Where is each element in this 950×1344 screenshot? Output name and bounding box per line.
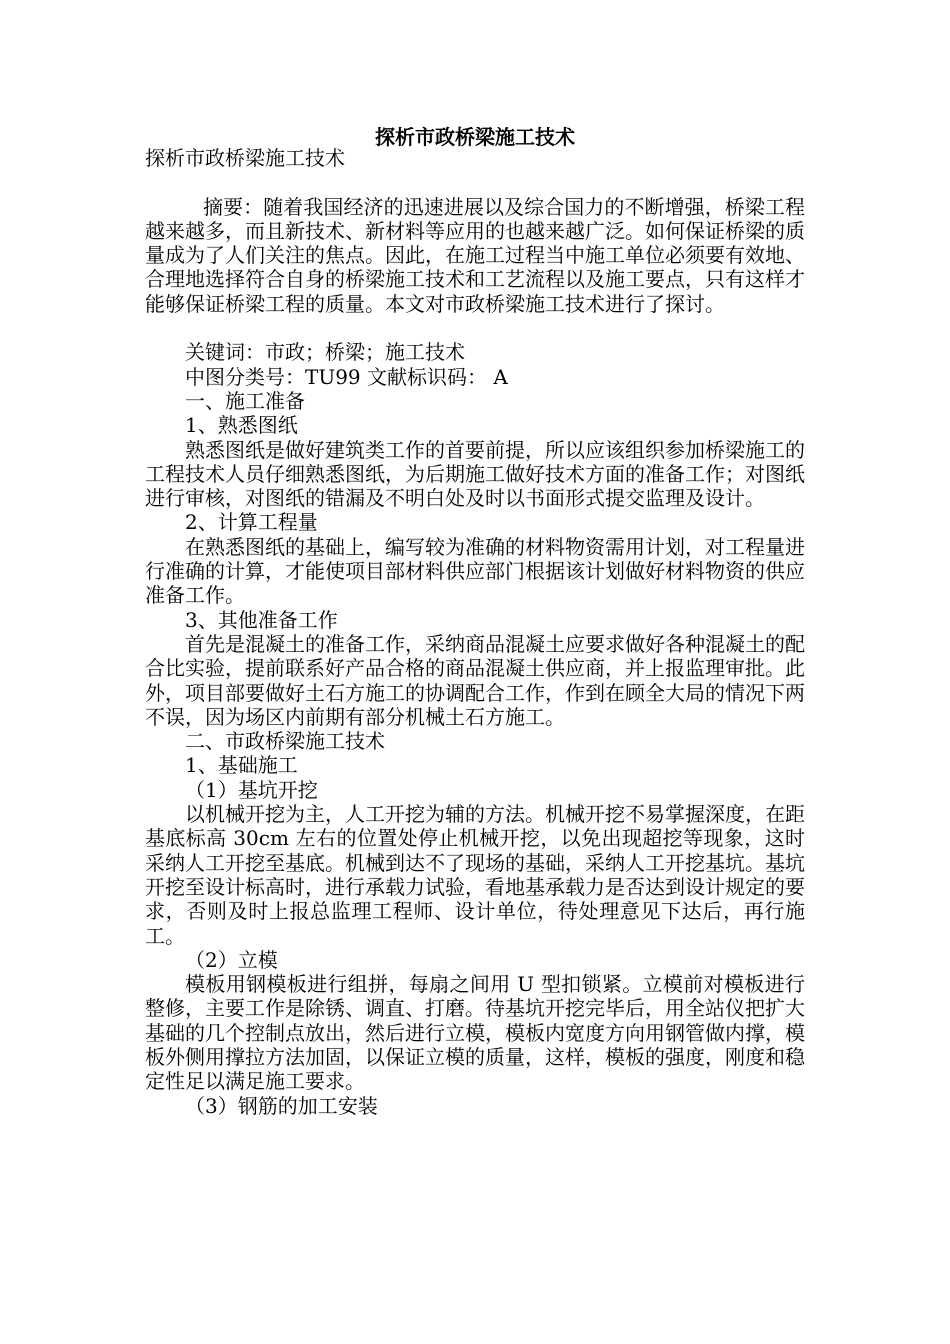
subsection-heading: 3、其他准备工作 bbox=[185, 607, 338, 632]
subsection-heading: 1、熟悉图纸 bbox=[185, 413, 298, 438]
paragraph: 在熟悉图纸的基础上，编写较为准确的材料物资需用计划，对工程量进行准确的计算，才能使项目部材料供应部门根据该计划做好材料物资的供应准备工作。 bbox=[145, 534, 805, 608]
section-heading: 一、施工准备 bbox=[185, 388, 305, 413]
paragraph: 模板用钢模板进行组拼，每扇之间用 U 型扣锁紧。立模前对模板进行整修，主要工作是除锈、调直、打磨。待基坑开挖完毕后，用全站仪把扩大基础的几个控制点放出，然后进行立模，模板内宽度方向用钢管做内撑，模板外侧用撑拉方法加固，以保证立模的质量，这样，模板的强度，刚度和稳定性足以满足施工要求。 bbox=[145, 972, 805, 1094]
subsubsection-heading: （2）立模 bbox=[185, 947, 278, 972]
subsection-heading: 1、基础施工 bbox=[185, 753, 298, 778]
paragraph: 首先是混凝土的准备工作，采纳商品混凝土应要求做好各种混凝土的配合比实验，提前联系好产品合格的商品混凝土供应商，并上报监理审批。此外，项目部要做好土石方施工的协调配合工作，作到在顾全大局的情况下两不误，因为场区内前期有部分机械土石方施工。 bbox=[145, 631, 805, 729]
subsubsection-heading: （1）基坑开挖 bbox=[185, 777, 318, 802]
keywords-line: 关键词：市政；桥梁；施工技术 bbox=[185, 340, 465, 365]
section-heading: 二、市政桥梁施工技术 bbox=[185, 729, 385, 754]
document-subtitle: 探析市政桥梁施工技术 bbox=[145, 146, 345, 170]
paragraph: 以机械开挖为主，人工开挖为辅的方法。机械开挖不易掌握深度，在距基底标高 30cm 左右的位置处停止机械开挖，以免出现超挖等现象，这时采纳人工开挖至基底。机械到达不了现场的基础，采纳人工开挖基坑。基坑开挖至设计标高时，进行承载力试验，看地基承载力是否达到设计规定的要求，否则及时上报总监理工程师、设计单位，待处理意见下达后，再行施工。 bbox=[145, 802, 805, 948]
classification-line: 中图分类号：TU99 文献标识码： A bbox=[185, 364, 508, 389]
subsubsection-heading: （3）钢筋的加工安装 bbox=[185, 1093, 378, 1118]
spacer bbox=[145, 170, 805, 194]
subsection-heading: 2、计算工程量 bbox=[185, 510, 318, 535]
document-title: 探析市政桥梁施工技术 bbox=[375, 125, 575, 149]
abstract-paragraph: 摘要：随着我国经济的迅速进展以及综合国力的不断增强，桥梁工程越来越多，而且新技术、新材料等应用的也越来越广泛。如何保证桥梁的质量成为了人们关注的焦点。因此，在施工过程当中施工单位必须要有效地、合理地选择符合自身的桥梁施工技术和工艺流程以及施工要点，只有这样才能够保证桥梁工程的质量。本文对市政桥梁施工技术进行了探讨。 bbox=[145, 194, 805, 316]
paragraph: 熟悉图纸是做好建筑类工作的首要前提，所以应该组织参加桥梁施工的工程技术人员仔细熟悉图纸，为后期施工做好技术方面的准备工作；对图纸进行审核，对图纸的错漏及不明白处及时以书面形式提交监理及设计。 bbox=[145, 437, 805, 511]
spacer bbox=[145, 316, 805, 340]
document-body bbox=[145, 146, 805, 1118]
